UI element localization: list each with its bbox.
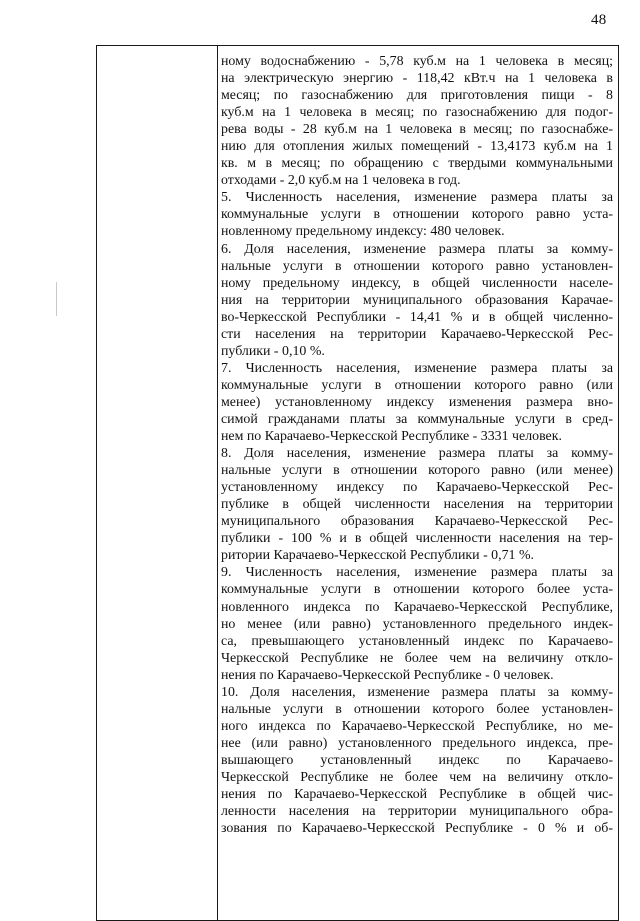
table-left-empty-cell <box>97 46 217 920</box>
text-line: ному предельному индексу, в общей численности населе- <box>221 275 613 291</box>
text-line: нее (или равно) установленного предельного индекса, пре- <box>221 735 613 751</box>
text-line: публике в общей численности населения на территории <box>221 497 613 513</box>
text-line: 9. Численность населения, изменение размера платы за <box>221 565 613 581</box>
text-line: нем по Карачаево-Черкесской Республике - 3331 человек. <box>221 429 562 445</box>
text-line: рева воды - 28 куб.м на 1 человека в месяц; по газоснабже- <box>221 122 613 138</box>
text-line: Черкесской Республике не более чем на величину откло- <box>221 769 613 785</box>
document-table <box>96 45 619 921</box>
text-line: ному водоснабжению - 5,78 куб.м на 1 человека в месяц; <box>221 54 613 69</box>
text-line: са, превышающего установленный индекс по Карачаево- <box>221 633 613 649</box>
text-line: нальные услуги в отношении которого равно (или менее) <box>221 463 613 479</box>
text-line: симой гражданами платы за коммунальные услуги в сред- <box>221 411 613 427</box>
text-line: коммунальные услуги в отношении которого равно (или <box>221 377 613 393</box>
table-text-cell <box>221 53 613 837</box>
text-line: 7. Численность населения, изменение размера платы за <box>221 360 613 376</box>
text-line: менее) установленному индексу изменения размера вно- <box>221 394 613 410</box>
text-line: ния на территории муниципального образования Карачае- <box>221 292 613 308</box>
text-line: нию для отопления жилых помещений - 13,4173 куб.м на 1 <box>221 139 613 155</box>
text-line: 6. Доля населения, изменение размера платы за комму- <box>221 241 613 257</box>
text-line: новленному предельному индексу: 480 человек. <box>221 224 505 240</box>
text-line: нения по Карачаево-Черкесской Республике - 0 человек. <box>221 667 554 683</box>
scan-artifact-mark <box>56 282 57 316</box>
text-line: 10. Доля населения, изменение размера платы за комму- <box>221 684 613 700</box>
text-line: новленного индекса по Карачаево-Черкесской Республике, <box>221 599 613 615</box>
page-number: 48 <box>591 12 607 28</box>
text-line: кв. м в месяц; по обращению с твердыми коммунальными <box>221 156 613 172</box>
text-line: ного индекса по Карачаево-Черкесской Республике, но ме- <box>221 718 613 734</box>
text-line: ритории Карачаево-Черкесской Республики - 0,71 %. <box>221 548 535 564</box>
text-line: установленному индексу по Карачаево-Черкесской Рес- <box>221 480 613 496</box>
text-line: нения по Карачаево-Черкесской Республике в общей чис- <box>221 787 613 803</box>
text-line: коммунальные услуги в отношении которого равно уста- <box>221 207 613 223</box>
text-line: сти населения на территории Карачаево-Черкесской Рес- <box>221 326 613 342</box>
text-line: месяц; по газоснабжению для приготовления пищи - 8 <box>221 88 613 104</box>
text-line: нальные услуги в отношении которого равно установлен- <box>221 258 613 274</box>
text-line: коммунальные услуги в отношении которого более уста- <box>221 582 613 598</box>
text-line: зования по Карачаево-Черкесской Республике - 0 % и об- <box>221 821 613 837</box>
text-line: публики - 0,10 %. <box>221 343 325 359</box>
text-line: отходами - 2,0 куб.м на 1 человека в год. <box>221 173 461 189</box>
table-column-divider <box>217 46 218 920</box>
text-line: на электрическую энергию - 118,42 кВт.ч на 1 человека в <box>221 71 613 87</box>
text-line: во-Черкесской Республики - 14,41 % и в общей численно- <box>221 309 613 325</box>
text-line: 8. Доля населения, изменение размера платы за комму- <box>221 446 613 462</box>
text-line: вышающего установленный индекс по Карачаево- <box>221 752 613 768</box>
text-line: публики - 100 % и в общей численности населения на тер- <box>221 531 613 547</box>
text-line: куб.м на 1 человека в месяц; по газоснабжению для подог- <box>221 105 613 121</box>
text-line: 5. Численность населения, изменение размера платы за <box>221 190 613 206</box>
text-line: но менее (или равно) установленного предельного индек- <box>221 616 613 632</box>
text-line: Черкесской Республике не более чем на величину откло- <box>221 650 613 666</box>
text-line: муниципального образования Карачаево-Черкесской Рес- <box>221 514 613 530</box>
text-line: нальные услуги в отношении которого более установлен- <box>221 701 613 717</box>
text-line: ленности населения на территории муниципального обра- <box>221 804 613 820</box>
